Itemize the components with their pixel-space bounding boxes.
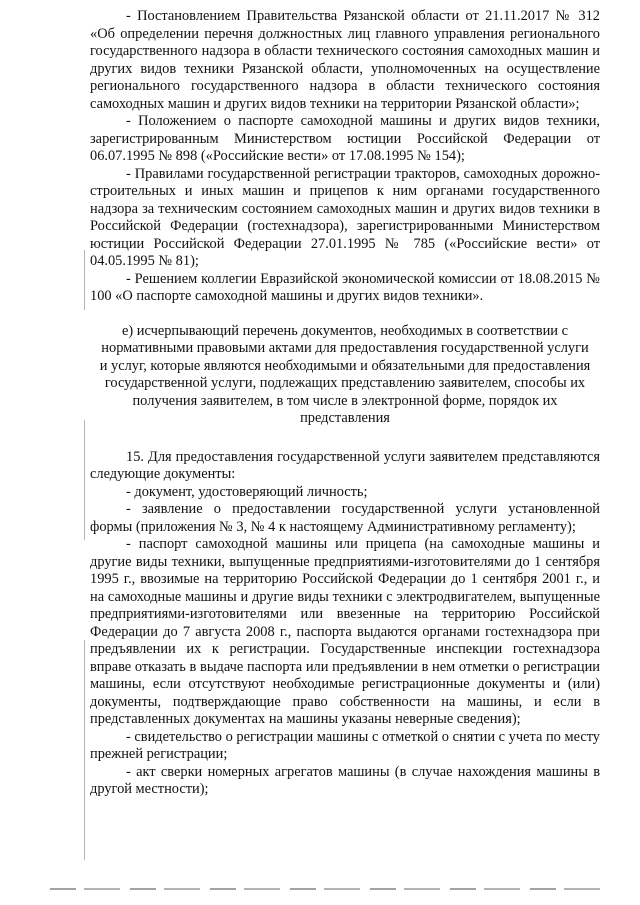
paragraph-eec-decision: - Решением коллегии Евразийской экономической комиссии от 18.08.2015 № 100 «О паспорте самоходной машины и других видов техники». [90,270,600,304]
scan-margin-mark [84,420,85,540]
scan-margin-mark [84,250,85,310]
section-heading-e: е) исчерпывающий перечень документов, необходимых в соответствии с нормативными правовыми актами для предоставления государственной услуги и услуг, которые являются необходимыми и обязательными для предоставления государственной услуги, подлежащих представлению заявителем, способы их получения заявителем, в том числе в электронной форме, порядок их представления [99,322,591,426]
scan-artifact-line [50,888,610,890]
paragraph-registration-rules: - Правилами государственной регистрации тракторов, самоходных дорожно-строительных и иных машин и прицепов к ним органами государственного надзора за техническим состоянием самоходных машин и других видов техники в Российской Федерации (гостехнадзора), зарегистрированными Министерством юстиции Российской Федерации 27.01.1995 № 785 («Российские вести» от 04.05.1995 № 81); [90,165,600,269]
list-item-registration-certificate: - свидетельство о регистрации машины с отметкой о снятии с учета по месту прежней регистрации; [90,728,600,762]
document-body [90,8,600,799]
scan-margin-mark [84,640,85,860]
paragraph-regulation-312: - Постановлением Правительства Рязанской области от 21.11.2017 № 312 «Об определении перечня должностных лиц главного управления регионального государственного надзора в области технического состояния самоходных машин и других видов техники Рязанской области, уполномоченных на осуществление регионального государственного надзора в области технического состояния самоходных машин и других видов техники на территории Рязанской области»; [90,8,600,112]
item-15-intro: 15. Для предоставления государственной услуги заявителем представляются следующие документы: [90,448,600,482]
list-item-machine-passport: - паспорт самоходной машины или прицепа (на самоходные машины и другие виды техники, выпущенные предприятиями-изготовителями до 1 сентября 1995 г., ввозимые на территорию Российской Федерации до 1 сентября 2001 г., и на самоходные машины и другие виды техники с электродвигателем, выпущенные предприятиями-изготовителями или ввезенные на территорию Российской Федерации до 7 августа 2008 г., паспорта выдаются органами гостехнадзора при предъявлении их к регистрации. Государственные инспекции гостехнадзора вправе отказать в выдаче паспорта или предъявлении в нем отметки о регистрации машины, если отсутствуют необходимые регистрационные документы и (или) документы, подтверждающие право собственности на машины, и если в представленных документах на машины указаны неверные сведения); [90,536,600,727]
list-item-verification-act: - акт сверки номерных агрегатов машины (в случае нахождения машины в другой местности); [90,763,600,797]
list-item-identity-document: - документ, удостоверяющий личность; [126,483,368,500]
list-item-application: - заявление о предоставлении государственной услуги установленной формы (приложения № 3, № 4 к настоящему Административному регламенту); [90,501,600,535]
paragraph-passport-regulation: - Положением о паспорте самоходной машины и других видов техники, зарегистрированным Министерством юстиции Российской Федерации от 06.07.1995 № 898 («Российские вести» от 17.08.1995 № 154); [90,113,600,164]
